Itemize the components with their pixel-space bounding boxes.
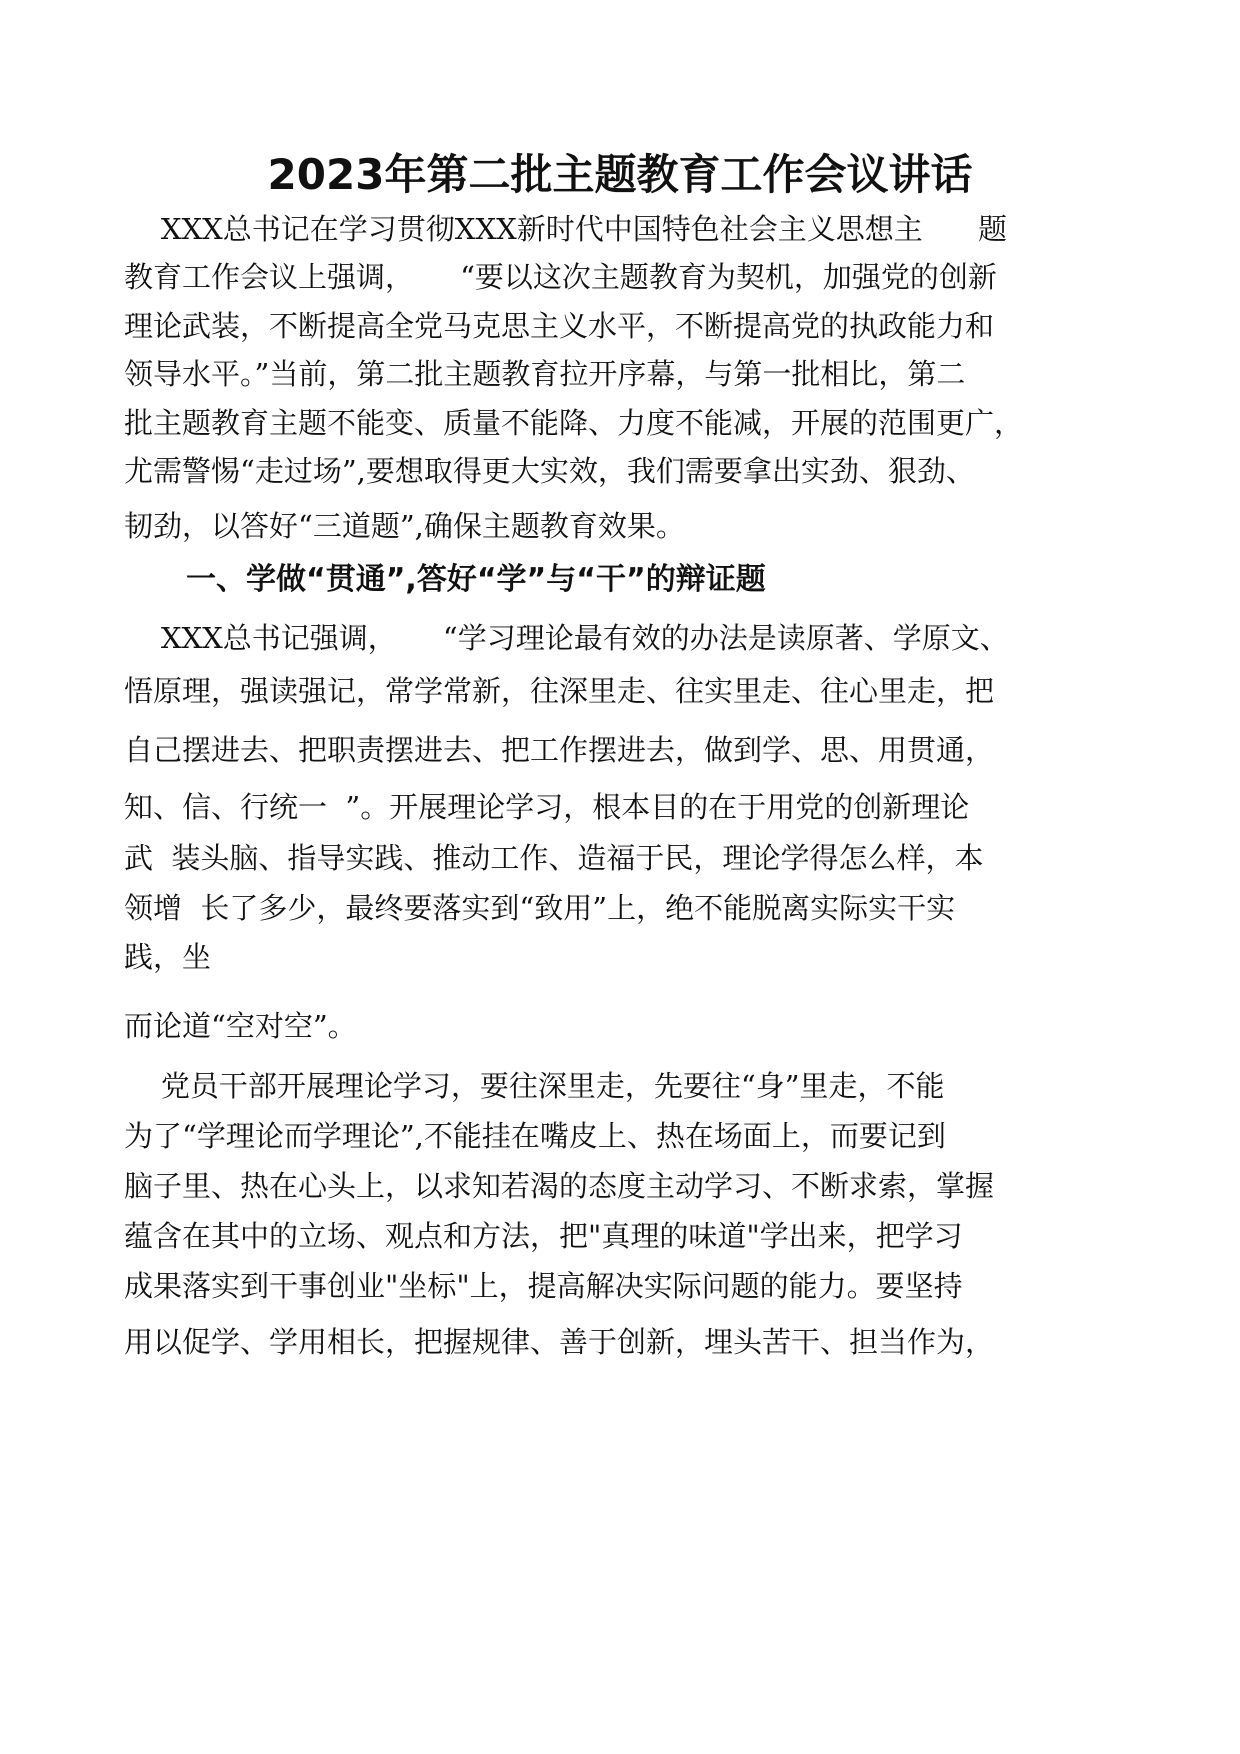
- s1p1-line-7: 践，坐: [124, 940, 212, 974]
- s1p1-line-2: 悟原理，强读强记，常学常新，往深里走、往实里走、往心里走，把: [124, 674, 995, 708]
- s1p1-line-8: 而论道“空对空”。: [124, 1009, 357, 1043]
- section-heading-1: 一、学做“贯通”,答好“学”与“干”的辩证题: [186, 562, 766, 597]
- document-title: 2023年第二批主题教育工作会议讲话: [267, 150, 973, 199]
- intro-line-1: XXX总书记在学习贯彻XXX新时代中国特色社会主义思想主 题: [124, 212, 1008, 246]
- intro-line-7: 韧劲，以答好“三道题”,确保主题教育效果。: [124, 509, 685, 543]
- s1p2-line-6: 用以促学、学用相长，把握规律、善于创新，埋头苦干、担当作为，: [124, 1325, 995, 1359]
- s1p2-line-1: 党员干部开展理论学习，要往深里走，先要往“身”里走，不能: [124, 1069, 945, 1103]
- s1p2-line-3: 脑子里、热在心头上，以求知若渴的态度主动学习、不断求索，掌握: [124, 1169, 995, 1203]
- intro-line-2: 教育工作会议上强调， “要以这次主题教育为契机，加强党的创新: [124, 260, 997, 294]
- s1p2-line-2: 为了“学理论而学理论”,不能挂在嘴皮上、热在场面上，而要记到: [124, 1119, 946, 1153]
- s1p1-line-3: 自己摆进去、把职责摆进去、把工作摆进去，做到学、思、用贯通，: [124, 733, 995, 767]
- s1p1-line-4: 知、信、行统一 ”。开展理论学习，根本目的在于用党的创新理论: [124, 790, 970, 824]
- intro-line-5: 批主题教育主题不能变、质量不能降、力度不能减，开展的范围更广，: [124, 406, 1024, 440]
- s1p1-line-5: 武 装头脑、指导实践、推动工作、造福于民，理论学得怎么样，本: [124, 841, 984, 875]
- s1p1-line-1: XXX总书记强调， “学习理论最有效的办法是读原著、学原文、: [124, 621, 1009, 655]
- intro-line-4: 领导水平。”当前，第二批主题教育拉开序幕，与第一批相比，第二: [124, 357, 966, 391]
- s1p1-line-6: 领增 长了多少，最终要落实到“致用”上，绝不能脱离实际实干实: [124, 891, 956, 925]
- intro-line-3: 理论武装，不断提高全党马克思主义水平，不断提高党的执政能力和: [124, 309, 995, 343]
- s1p2-line-4: 蕴含在其中的立场、观点和方法，把"真理的味道"学出来，把学习: [124, 1219, 963, 1253]
- s1p2-line-5: 成果落实到干事创业"坐标"上，提高解决实际问题的能力。要坚持: [124, 1269, 963, 1303]
- intro-line-6: 尤需警惕“走过场”,要想取得更大实效，我们需要拿出实劲、狠劲、: [124, 454, 975, 488]
